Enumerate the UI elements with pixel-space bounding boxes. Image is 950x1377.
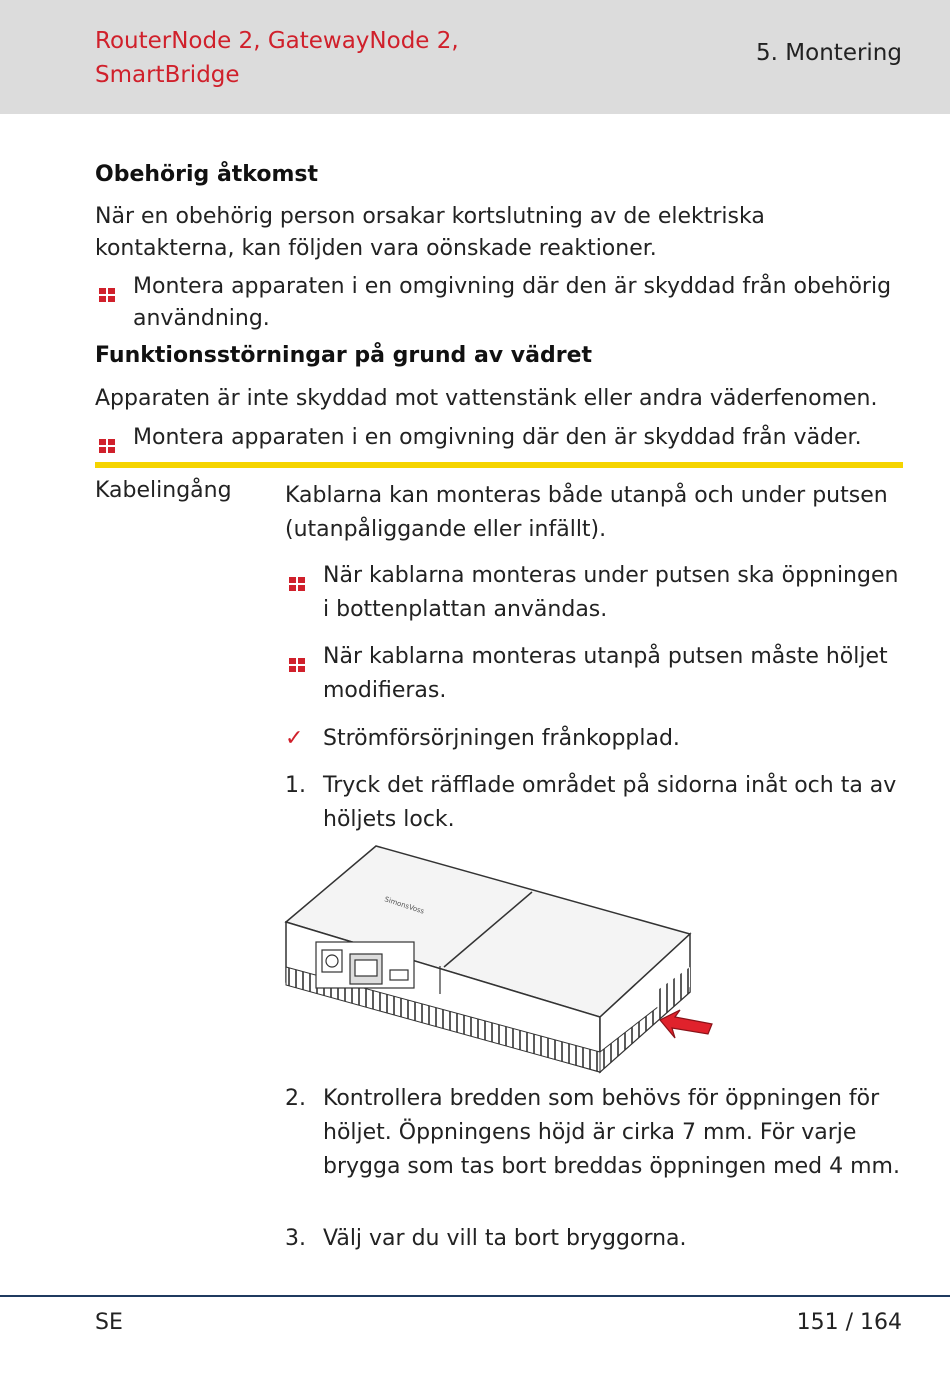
step-number: 3. [285,1226,306,1251]
precondition-item [285,722,905,756]
note-bullet-icon [289,649,305,683]
power-jack [326,955,338,967]
page-header [0,0,950,114]
warning-bullet-icon [99,280,115,312]
note-bullet-icon [289,568,305,602]
device-cover-removal-illustration [280,842,720,1080]
step-item [285,1222,905,1256]
step-text: Välj var du vill ta bort bryggorna. [323,1226,687,1251]
note-bullet-surface [285,640,905,708]
precondition-text: Strömförsörjningen frånkopplad. [323,726,680,751]
product-title: RouterNode 2, GatewayNode 2, SmartBridge [95,28,459,88]
note-bullet-flush [285,559,905,627]
section-text-unauthorized-access: När en obehörig person orsakar kortslutning av de elektriska kontakterna, kan följden vara oönskade reaktioner. [95,204,765,261]
row-label-cable-entry: Kabelingång [95,478,232,503]
step-number: 1. [285,773,306,798]
page-number: 151 / 164 [796,1310,902,1335]
warning-bullet-text: Montera apparaten i en omgivning där den är skyddad från obehörig användning. [133,274,892,331]
footer-language: SE [95,1310,123,1335]
step-text: Tryck det räfflade området på sidorna inåt och ta av höljets lock. [323,773,897,832]
step-item [285,769,905,837]
chapter-title: 5. Montering [756,40,902,66]
usb-port [390,970,408,980]
section-text-weather: Apparaten är inte skyddad mot vattenstänk eller andra väderfenomen. [95,386,878,411]
warning-bullet-unauthorized [95,271,905,335]
press-direction-arrow [660,1010,712,1038]
warning-bullet-weather [95,422,905,454]
step-text: Kontrollera bredden som behövs för öppningen för höljet. Öppningens höjd är cirka 7 mm. För varje brygga som tas bort breddas öppningen med 4 mm. [323,1086,900,1179]
step-number: 2. [285,1086,306,1111]
warning-bullet-text: Montera apparaten i en omgivning där den är skyddad från väder. [133,425,862,450]
section-heading-unauthorized-access: Obehörig åtkomst [95,162,318,187]
note-bullet-text: När kablarna monteras utanpå putsen måste höljet modifieras. [323,644,888,703]
port-panel [316,942,414,988]
step-item [285,1082,905,1184]
footer-divider [0,1295,950,1297]
section-divider [95,462,903,468]
checkmark-icon: ✓ [285,726,304,751]
cable-entry-intro: Kablarna kan monteras både utanpå och under putsen (utanpåliggande eller infällt). [285,483,888,542]
brand-logo: SimonsVoss [383,895,426,916]
warning-bullet-icon [99,431,115,463]
note-bullet-text: När kablarna monteras under putsen ska öppningen i bottenplattan användas. [323,563,899,622]
section-heading-weather: Funktionsstörningar på grund av vädret [95,343,593,368]
